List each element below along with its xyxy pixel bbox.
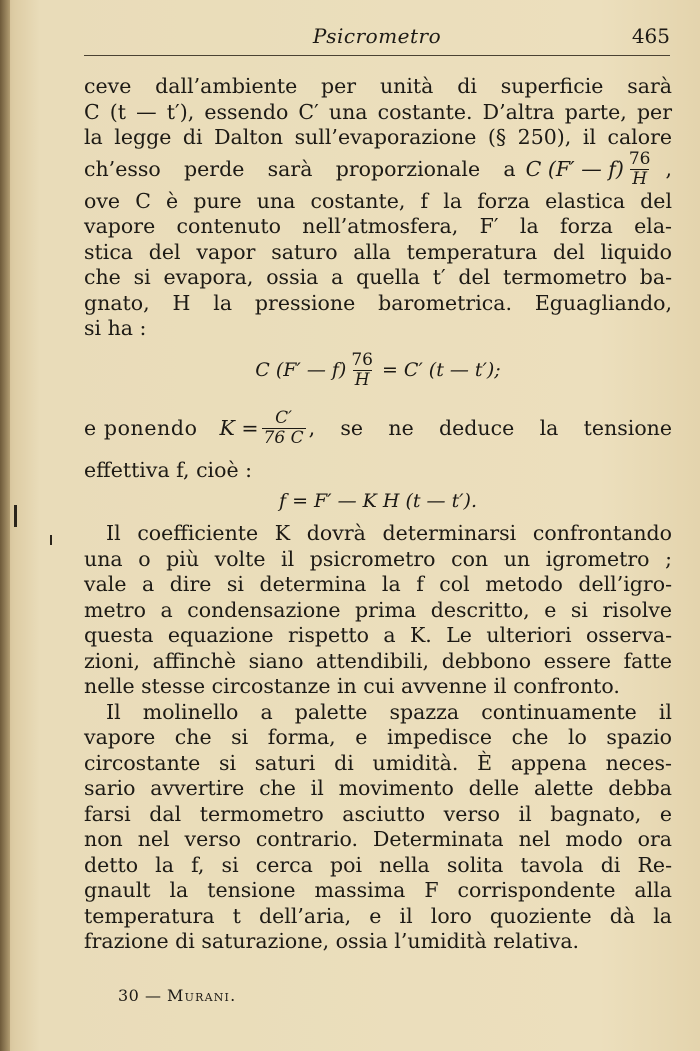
text-line: vale a dire si determina la f col metodo dell’igro- bbox=[84, 572, 672, 596]
text-fragment: ch’esso perde sarà proporzionale a bbox=[84, 156, 516, 181]
signature-number: 30 — bbox=[118, 986, 162, 1005]
fraction bbox=[262, 409, 306, 448]
header-rule bbox=[84, 55, 670, 56]
margin-mark bbox=[14, 505, 17, 527]
display-equation bbox=[84, 344, 672, 398]
text-line: gnato, H la pressione barometrica. Eguagliando, bbox=[84, 290, 672, 315]
page-header bbox=[84, 22, 670, 52]
text-line: gnault la tensione massima F corrispondente alla bbox=[84, 878, 672, 902]
text-line: vapore contenuto nell’atmosfera, F′ la forza ela- bbox=[84, 214, 672, 238]
text-line: temperatura t dell’aria, e il loro quoziente dà la bbox=[84, 903, 672, 928]
text-line: non nel verso contrario. Determinata nel modo ora bbox=[84, 827, 672, 851]
text-fragment: e ponendo bbox=[84, 415, 198, 440]
book-binding-edge bbox=[0, 0, 10, 1051]
text-line: circostante si saturi di umidità. È appena neces- bbox=[84, 750, 672, 775]
text-line: Il molinello a palette spazza continuamente il bbox=[106, 699, 672, 724]
text-line: sario avvertire che il movimento delle alette debba bbox=[84, 776, 672, 800]
text-line-with-fraction bbox=[84, 404, 672, 454]
math-expression: K = bbox=[219, 415, 259, 440]
text-line: si ha : bbox=[84, 316, 147, 340]
fraction bbox=[349, 351, 375, 390]
text-line: Il coefficiente K dovrà determinarsi confrontando bbox=[106, 521, 672, 545]
text-fragment: , se ne deduce la tensione bbox=[308, 415, 672, 440]
text-line: detto la f, si cerca poi nella solita tavola di Re- bbox=[84, 852, 672, 877]
fraction-denominator: H bbox=[354, 370, 370, 390]
text-line: stica del vapor saturo alla temperatura del liquido bbox=[84, 239, 672, 264]
text-line: questa equazione rispetto a K. Le ulteriori osserva- bbox=[84, 623, 672, 647]
fraction-numerator: 76 bbox=[628, 149, 651, 169]
fraction-numerator: 76 bbox=[351, 350, 373, 370]
signature-name: Murani. bbox=[167, 986, 237, 1005]
printer-signature bbox=[118, 986, 236, 1005]
running-title: Psicrometro bbox=[312, 24, 442, 48]
equation-left: C (F′ — f) bbox=[255, 358, 347, 381]
text-line: effettiva f, cioè : bbox=[84, 457, 253, 482]
text-line: zioni, affinchè siano attendibili, debbono essere fatte bbox=[84, 648, 672, 673]
display-equation bbox=[84, 483, 672, 521]
text-line: metro a condensazione prima descritto, e si risolve bbox=[84, 597, 672, 622]
punctuation: , bbox=[665, 156, 672, 181]
text-line: che si evapora, ossia a quella t′ del termometro ba- bbox=[84, 265, 672, 289]
text-line-with-fraction bbox=[84, 151, 672, 189]
margin-mark bbox=[50, 535, 52, 545]
text-line: nelle stesse circostanze in cui avvenne il confronto. bbox=[84, 674, 620, 698]
text-line: farsi dal termometro asciutto verso il bagnato, e bbox=[84, 801, 672, 826]
text-line: frazione di saturazione, ossia l’umidità relativa. bbox=[84, 929, 580, 953]
fraction-numerator: C′ bbox=[275, 408, 292, 428]
fraction bbox=[627, 150, 653, 189]
text-line: ceve dall’ambiente per unità di superficie sarà bbox=[84, 74, 672, 98]
page-number: 465 bbox=[631, 24, 670, 48]
text-line: vapore che si forma, e impedisce che lo spazio bbox=[84, 725, 672, 749]
equation-right: = C′ (t — t′); bbox=[381, 358, 501, 381]
text-line: ove C è pure una costante, f la forza elastica del bbox=[84, 188, 672, 213]
page-body bbox=[84, 74, 672, 955]
fraction-denominator: H bbox=[632, 169, 648, 189]
text-line: la legge di Dalton sull’evaporazione (§ 250), il calore bbox=[84, 125, 672, 149]
equation: f = F′ — K H (t — t′). bbox=[279, 490, 477, 513]
text-line: una o più volte il psicrometro con un igrometro ; bbox=[84, 546, 672, 571]
text-line: C (t — t′), essendo C′ una costante. D’altra parte, per bbox=[84, 99, 672, 124]
fraction-denominator: 76 C bbox=[263, 428, 304, 448]
math-expression: C (F′ — f) bbox=[525, 156, 624, 181]
